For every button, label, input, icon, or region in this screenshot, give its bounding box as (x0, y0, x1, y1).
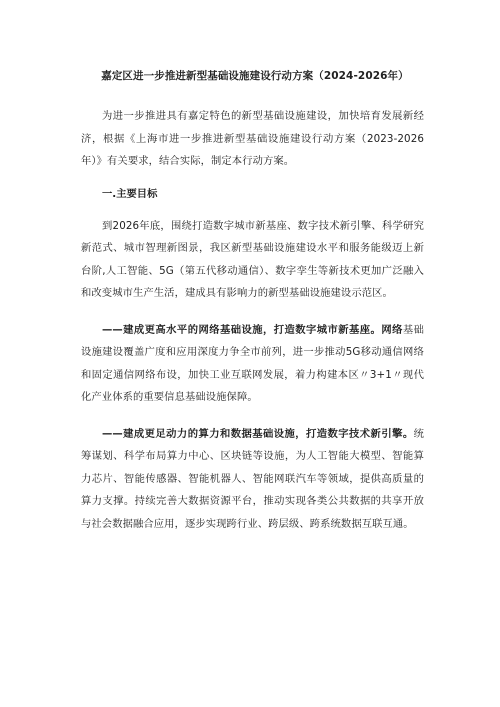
intro-paragraph: 为进一步推进具有嘉定特色的新型基础设施建设，加快培育发展新经济，根据《上海市进一步推进新型基础设施建设行动方案（2023-2026年）》有关要求，结合实际，制定本行动方案。 (81, 110, 424, 167)
network-infrastructure-lead: ——建成更高水平的网络基础设施，打造数字城市新基座。网络 (102, 323, 403, 336)
network-infrastructure-paragraph (81, 319, 424, 409)
document-title: 嘉定区进一步推进新型基础设施建设行动方案（2024-2026年） (101, 70, 409, 82)
compute-infrastructure-body: 统筹谋划、科学布局算力中心、区块链等设施，为人工智能大模型、智能算力芯片、智能传感器、智能机器人、智能网联汽车等领域，提供高质量的算力支撑。持续完善大数据资源平台，推动实现各类公共数据的共享开放与社会数据融合应用，逐步实现跨行业、跨层级、跨系统数据互联互通。 (81, 427, 424, 530)
network-infrastructure-body: 基础设施建设覆盖广度和应用深度力争全市前列，进一步推动5G移动通信网络和固定通信网络布设，加快工业互联网发展，着力构建本区〃3+1〃现代化产业体系的重要信息基础设施保障。 (81, 323, 424, 403)
compute-infrastructure-paragraph (81, 423, 424, 536)
goal-paragraph: 到2026年底，围绕打造数字城市新基座、数字技术新引擎、科学研究新范式、城市智理新图景，我区新型基础设施建设水平和服务能级迈上新台阶,人工智能、5G（第五代移动通信）、数字孪生等新技术更加广泛融入和改变城市生产生活，建成具有影响力的新型基础设施建设示范区。 (81, 219, 424, 299)
section-heading-main-goals: 一.主要目标 (102, 187, 158, 200)
compute-infrastructure-lead: ——建成更足动力的算力和数据基础设施，打造数字技术新引擎。 (102, 427, 414, 440)
